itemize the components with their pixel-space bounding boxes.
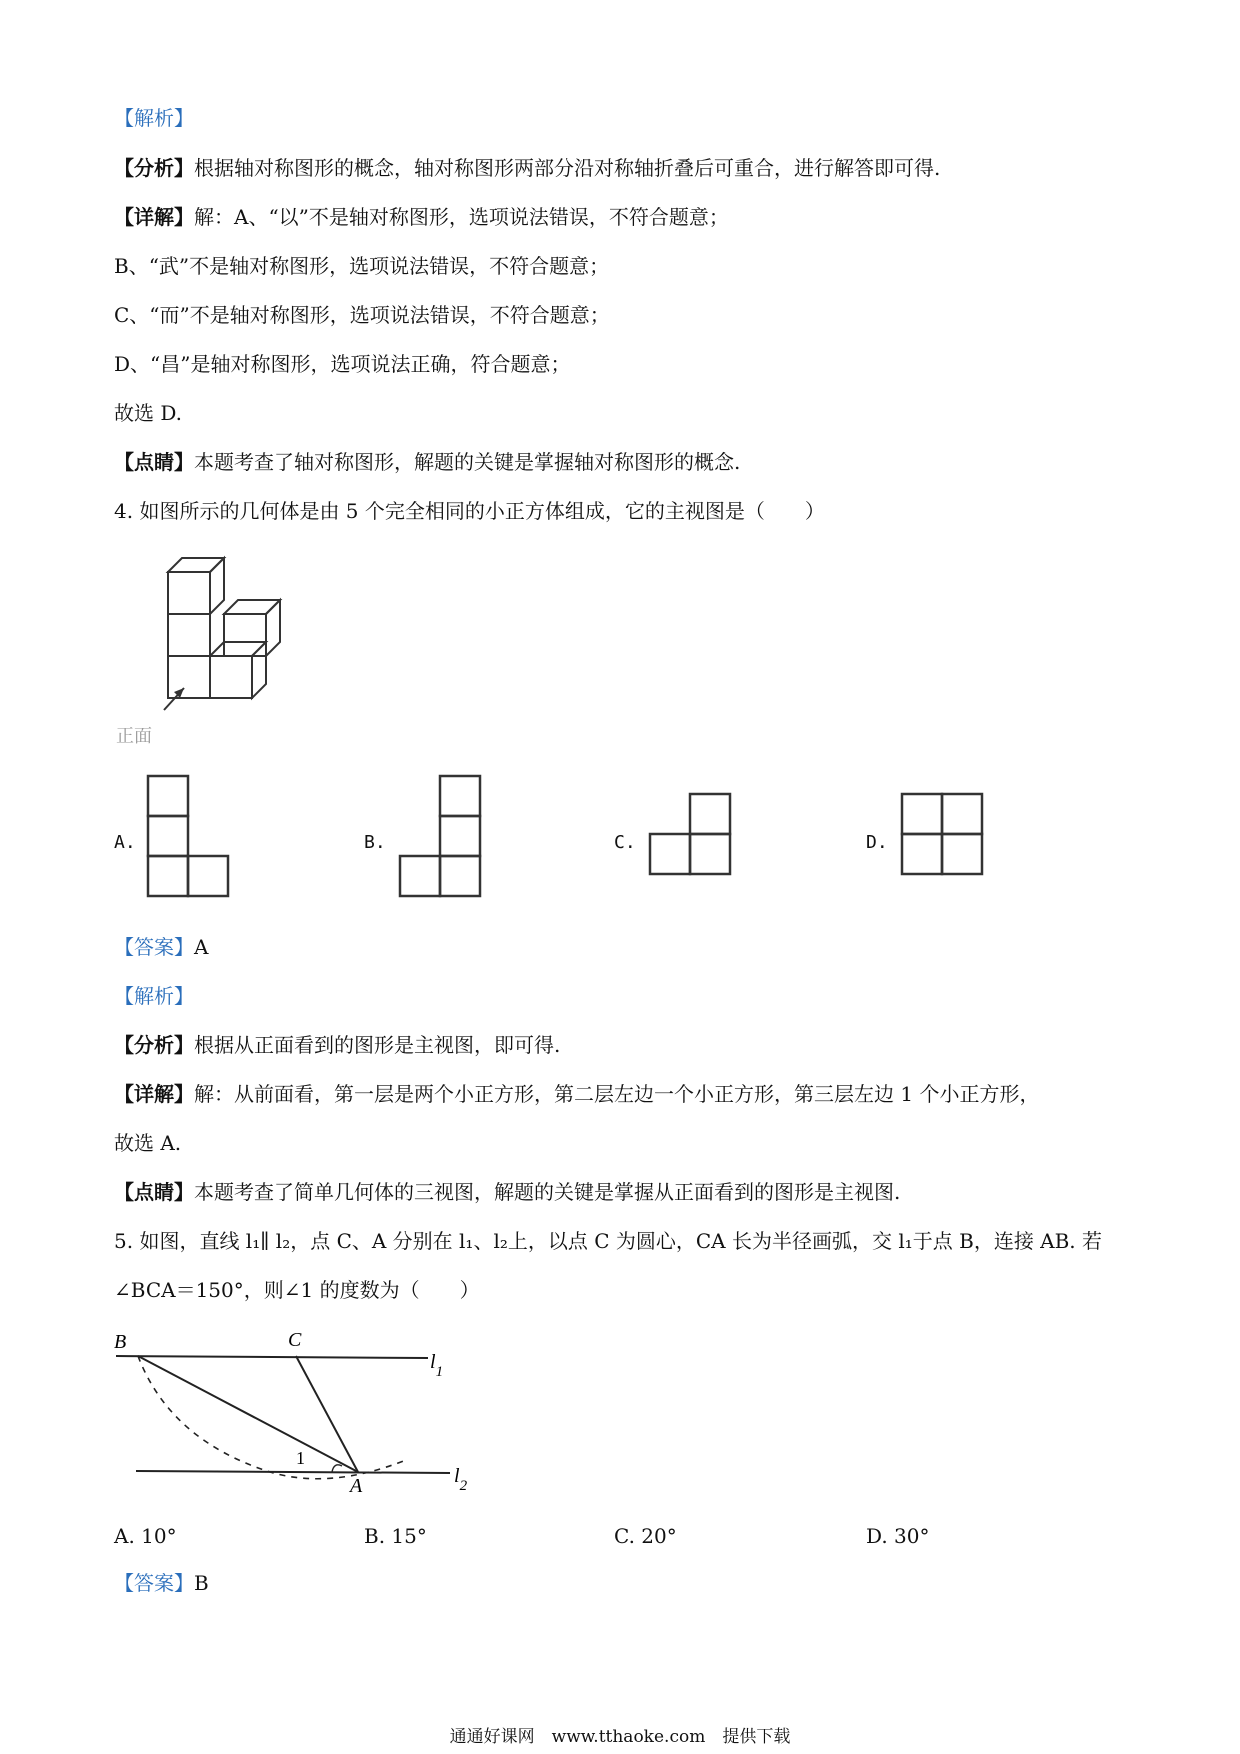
q4-option-d-label: D. (866, 832, 888, 853)
q5-choice-d: D. 30° (866, 1524, 930, 1548)
q4-jiexi: 【解析】 (114, 984, 194, 1008)
answer-tag: 【答案】 (114, 1571, 194, 1595)
q4-option-c-figure (648, 792, 734, 878)
xiangjie-text: 解：A、“以”不是轴对称图形，选项说法错误，不符合题意； (194, 205, 729, 229)
q4-xiangjie (114, 1081, 1039, 1107)
dianjing-tag: 【点睛】 (114, 450, 194, 474)
q4-dianjing (114, 1179, 900, 1205)
q5-choice-c: C. 20° (614, 1524, 677, 1548)
q4-option-b-label: B. (364, 832, 386, 853)
fenxi-text: 根据轴对称图形的概念，轴对称图形两部分沿对称轴折叠后可重合，进行解答即可得. (194, 156, 941, 180)
dianjing-tag: 【点睛】 (114, 1180, 194, 1204)
q3-guxuan: 故选 D. (114, 401, 183, 425)
angle-1-mark (332, 1465, 342, 1472)
xiangjie-tag: 【详解】 (114, 1082, 194, 1106)
q3-line-d: D、“昌”是轴对称图形，选项说法正确，符合题意； (114, 352, 571, 376)
q3-line-b: B、“武”不是轴对称图形，选项说法错误，不符合题意； (114, 254, 610, 278)
xiangjie-tag: 【详解】 (114, 205, 194, 229)
answer-value: A (194, 935, 209, 959)
q4-option-a-figure (146, 774, 232, 898)
q5-question-line2: ∠BCA＝150°，则∠1 的度数为（ ） (114, 1278, 480, 1302)
q3-xiangjie (114, 204, 729, 230)
page-footer: 通通好课网 www.tthaoke.com 提供下载 (449, 1727, 791, 1747)
q4-option-a-label: A. (114, 832, 136, 853)
q4-option-d-figure (900, 792, 986, 878)
q5-answer (114, 1570, 209, 1596)
q5-choice-b: B. 15° (364, 1524, 427, 1548)
label-l1: $l_1$ (430, 1351, 444, 1380)
q4-question: 4. 如图所示的几何体是由 5 个完全相同的小正方体组成，它的主视图是（ ） (114, 499, 825, 523)
fenxi-tag: 【分析】 (114, 156, 194, 180)
q3-jiexi: 【解析】 (114, 106, 194, 130)
line-l1 (116, 1356, 428, 1358)
q4-answer (114, 934, 208, 960)
fenxi-tag: 【分析】 (114, 1033, 194, 1057)
q3-line-c: C、“而”不是轴对称图形，选项说法错误，不符合题意； (114, 303, 610, 327)
fenxi-text: 根据从正面看到的图形是主视图，即可得. (194, 1033, 561, 1057)
label-a: A (350, 1475, 363, 1495)
arc-ab (138, 1356, 406, 1479)
q4-fenxi (114, 1032, 560, 1058)
dianjing-text: 本题考查了轴对称图形，解题的关键是掌握轴对称图形的概念. (194, 450, 741, 474)
q4-option-b-figure (398, 774, 484, 898)
dianjing-text: 本题考查了简单几何体的三视图，解题的关键是掌握从正面看到的图形是主视图. (194, 1180, 901, 1204)
q5-choice-a: A. 10° (114, 1524, 177, 1548)
q5-question-line1: 5. 如图，直线 l₁∥ l₂，点 C、A 分别在 l₁、l₂上，以点 C 为圆心，CA 长为半径画弧，交 l₁于点 B，连接 AB. 若 (114, 1229, 1103, 1253)
label-c: C (288, 1329, 302, 1351)
front-label: 正面 (116, 726, 152, 747)
line-l2 (136, 1471, 450, 1473)
q3-fenxi (114, 155, 940, 181)
q4-option-c-label: C. (614, 832, 636, 853)
segment-ba (138, 1356, 358, 1472)
answer-tag: 【答案】 (114, 935, 194, 959)
label-l2: $l_2$ (454, 1465, 468, 1494)
cube-solid-figure (150, 550, 310, 720)
label-b: B (114, 1331, 127, 1353)
q3-dianjing (114, 449, 740, 475)
xiangjie-text: 解：从前面看，第一层是两个小正方形，第二层左边一个小正方形，第三层左边 1 个小正方形， (194, 1082, 1040, 1106)
label-angle-1: 1 (296, 1448, 305, 1468)
answer-value: B (194, 1571, 209, 1595)
q5-geometry-figure (110, 1320, 500, 1495)
q4-guxuan: 故选 A. (114, 1131, 182, 1155)
